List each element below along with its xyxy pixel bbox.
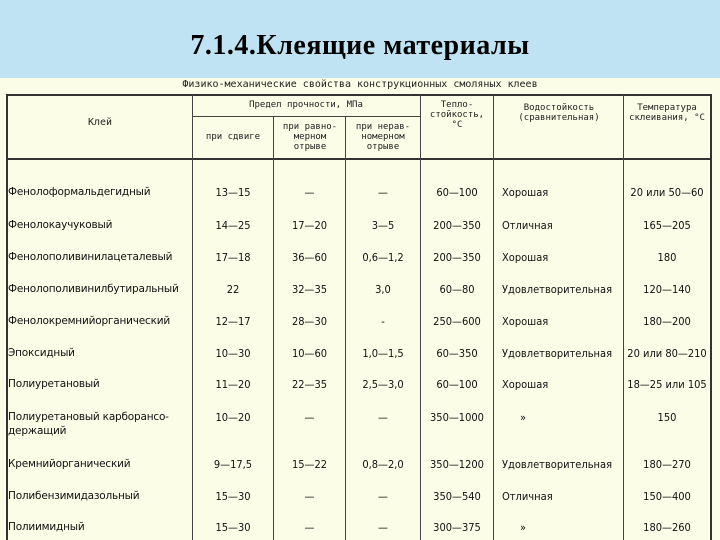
cell-heat: 350—540: [433, 490, 481, 503]
cell-water: Отличная: [502, 219, 553, 232]
header-heat-resistance: Тепло-стойкость, °С: [429, 100, 485, 130]
cell-shear: 10—20: [215, 411, 251, 424]
cell-uniform: 17—20: [291, 219, 328, 232]
cell-heat: 200—350: [433, 219, 481, 232]
cell-nonuniform: 3—5: [371, 219, 395, 232]
cell-uniform: —: [304, 521, 315, 534]
header-water-resistance: Водостойкость (сравнительная): [518, 103, 600, 123]
header-strength-group: Предел прочности, МПа: [249, 100, 363, 110]
cell-water: »: [520, 411, 527, 424]
cell-water: Хорошая: [502, 378, 549, 391]
cell-water: Удовлетворительная: [502, 347, 613, 360]
cell-water: Хорошая: [502, 251, 549, 264]
header-bottom-border: [6, 158, 712, 160]
cell-nonuniform: -: [381, 315, 385, 328]
cell-uniform: 28—30: [291, 315, 328, 328]
cell-temp: 150: [657, 411, 677, 424]
cell-temp: 180—260: [643, 521, 691, 534]
cell-uniform: 36—60: [291, 251, 328, 264]
cell-shear: 9—17,5: [213, 458, 253, 471]
header-nonuniform-tear: при нерав-номерном отрыве: [355, 122, 411, 152]
header-uniform-tear: при равно-мерном отрыве: [282, 122, 338, 152]
table-top-border: [6, 94, 712, 96]
cell-uniform: —: [304, 186, 315, 199]
col-separator: [493, 95, 494, 540]
cell-temp: 18—25 или 105: [627, 378, 707, 391]
strength-group-divider: [192, 116, 420, 117]
cell-shear: 22: [226, 283, 240, 296]
cell-temp: 120—140: [643, 283, 691, 296]
cell-shear: 17—18: [215, 251, 251, 264]
cell-shear: 14—25: [215, 219, 251, 232]
cell-heat: 60—350: [436, 347, 478, 360]
cell-nonuniform: —: [378, 411, 388, 424]
row-name: Фенолокаучуковый: [8, 219, 113, 231]
cell-nonuniform: 0,6—1,2: [362, 251, 404, 264]
row-name: Кремнийорганический: [8, 458, 131, 470]
cell-temp: 165—205: [643, 219, 691, 232]
row-name: Полиимидный: [8, 521, 85, 533]
cell-temp: 180—270: [643, 458, 691, 471]
cell-uniform: 32—35: [291, 283, 328, 296]
table-right-border: [710, 94, 712, 540]
cell-shear: 11—20: [215, 378, 251, 391]
cell-nonuniform: —: [378, 186, 388, 199]
header-bond-temp: Температура склеивания, °С: [629, 103, 705, 123]
cell-water: »: [520, 521, 527, 534]
cell-water: Удовлетворительная: [502, 458, 613, 471]
row-name: Полиуретановый: [8, 378, 100, 390]
row-name: Полибензимидазольный: [8, 490, 140, 502]
row-name: Фенолоформальдегидный: [8, 186, 151, 198]
cell-temp: 180—200: [643, 315, 691, 328]
cell-heat: 350—1000: [430, 411, 484, 424]
row-name: Фенолополивинилацеталевый: [8, 251, 173, 263]
cell-temp: 20 или 80—210: [627, 347, 707, 360]
cell-water: Удовлетворительная: [502, 283, 613, 296]
cell-shear: 10—30: [215, 347, 251, 360]
cell-nonuniform: —: [378, 521, 388, 534]
cell-heat: 60—100: [436, 378, 478, 391]
cell-uniform: 22—35: [291, 378, 328, 391]
cell-temp: 20 или 50—60: [630, 186, 704, 199]
cell-water: Хорошая: [502, 315, 549, 328]
cell-temp: 150—400: [643, 490, 691, 503]
header-adhesive: Клей: [87, 117, 113, 128]
slide-title: 7.1.4.Клеящие материалы: [190, 30, 530, 61]
cell-nonuniform: 0,8—2,0: [362, 458, 404, 471]
cell-heat: 300—375: [433, 521, 481, 534]
col-separator: [345, 117, 346, 540]
cell-nonuniform: —: [378, 490, 388, 503]
cell-heat: 350—1200: [430, 458, 484, 471]
table-caption: Физико-механические свойства конструкционных смоляных клеев: [182, 79, 538, 90]
row-name: Фенолокремнийорганический: [8, 315, 170, 327]
cell-heat: 60—80: [439, 283, 475, 296]
row-name-continuation: держащий: [8, 425, 67, 437]
cell-nonuniform: 3,0: [375, 283, 391, 296]
cell-nonuniform: 1,0—1,5: [362, 347, 404, 360]
cell-uniform: —: [304, 490, 315, 503]
cell-shear: 15—30: [215, 521, 251, 534]
cell-uniform: 15—22: [291, 458, 328, 471]
cell-shear: 13—15: [215, 186, 251, 199]
cell-water: Хорошая: [502, 186, 549, 199]
cell-heat: 250—600: [433, 315, 481, 328]
cell-uniform: 10—60: [291, 347, 328, 360]
cell-heat: 200—350: [433, 251, 481, 264]
col-separator: [273, 117, 274, 540]
cell-heat: 60—100: [436, 186, 478, 199]
cell-temp: 180: [657, 251, 677, 264]
header-shear: при сдвиге: [205, 132, 261, 142]
cell-uniform: —: [304, 411, 315, 424]
row-name: Эпоксидный: [8, 347, 75, 359]
cell-water: Отличная: [502, 490, 553, 503]
cell-shear: 12—17: [215, 315, 251, 328]
cell-shear: 15—30: [215, 490, 251, 503]
cell-nonuniform: 2,5—3,0: [362, 378, 404, 391]
row-name: Фенолополивинилбутиральный: [8, 283, 179, 295]
row-name: Полиуретановый карборансо-: [8, 411, 169, 423]
